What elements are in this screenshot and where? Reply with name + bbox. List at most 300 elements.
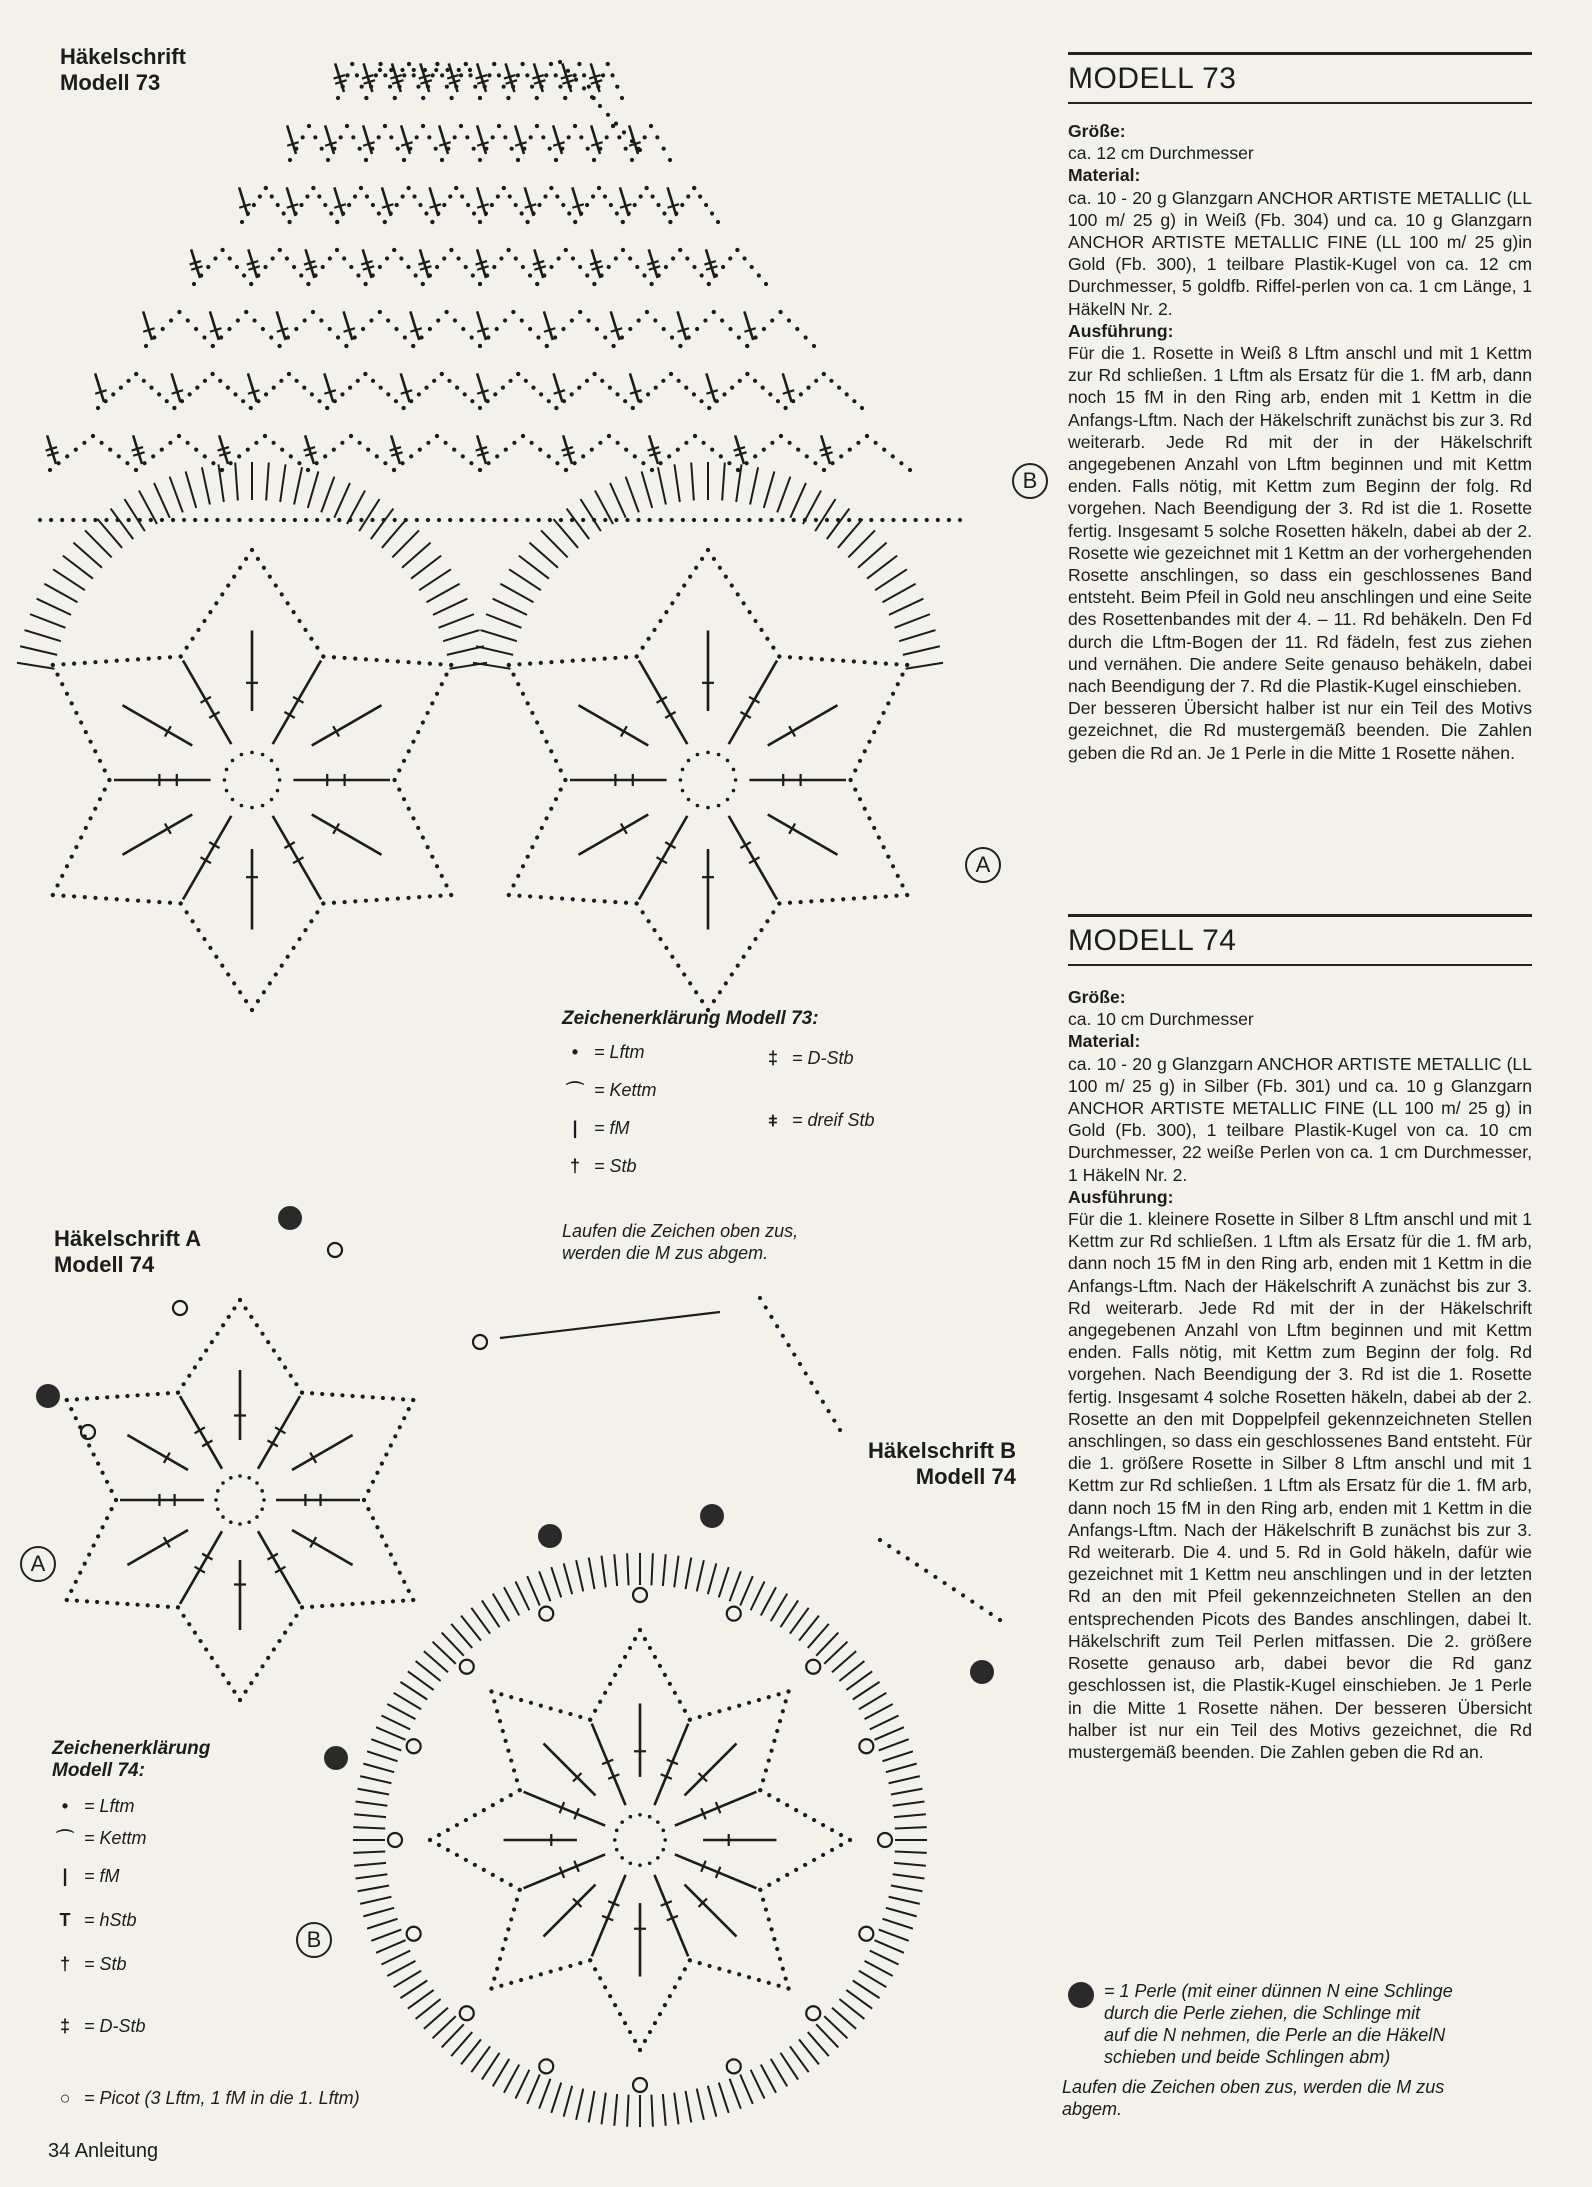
chain-stitch <box>652 628 656 632</box>
picot-marker <box>539 2059 553 2073</box>
chain-stitch <box>398 1571 402 1575</box>
chain-stitch <box>249 1315 253 1319</box>
chain-stitch <box>663 2003 667 2007</box>
stitch-symbol <box>708 2086 717 2117</box>
chain-stitch <box>730 386 734 390</box>
legend-74-item-label: = Lftm <box>84 1795 135 1816</box>
chain-stitch <box>220 592 224 596</box>
legend-74-item-label: = hStb <box>84 1909 137 1930</box>
chain-stitch <box>459 124 463 128</box>
stitch-symbol <box>894 1814 926 1817</box>
bead-general-note-line1: Laufen die Zeichen oben zus, werden die M zus <box>1062 2077 1445 2097</box>
chain-stitch <box>215 1332 219 1336</box>
chain-stitch <box>891 692 895 696</box>
chain-stitch <box>412 73 416 77</box>
chain-stitch <box>274 972 278 976</box>
chain-stitch <box>765 637 769 641</box>
chain-stitch <box>336 96 340 100</box>
chain-stitch <box>384 1543 388 1547</box>
chain-stitch <box>874 441 878 445</box>
chain-stitch <box>65 454 69 458</box>
picot-marker <box>460 2006 474 2020</box>
chain-stitch <box>614 518 618 522</box>
chain-stitch <box>337 518 341 522</box>
dot-icon: • <box>61 1795 69 1816</box>
chain-stitch <box>777 1692 781 1696</box>
bead-note <box>1104 1980 1534 2068</box>
stitch-symbol <box>367 1751 397 1761</box>
stitch-symbol <box>706 373 715 402</box>
chain-stitch <box>900 672 904 676</box>
chain-stitch <box>809 657 813 661</box>
chain-stitch <box>678 344 682 348</box>
chain-stitch <box>151 454 155 458</box>
chain-stitch <box>591 194 595 198</box>
picot-marker <box>407 1739 421 1753</box>
chain-stitch <box>703 318 707 322</box>
chain-stitch <box>340 441 344 445</box>
chain-stitch <box>543 194 547 198</box>
chain-stitch <box>908 468 912 472</box>
chain-stitch <box>914 518 918 522</box>
picot-marker <box>727 2059 741 2073</box>
chain-stitch <box>214 955 218 959</box>
chain-stitch <box>440 372 444 376</box>
chain-stitch <box>142 379 146 383</box>
chain-stitch <box>427 135 431 139</box>
chain-stitch <box>92 1452 96 1456</box>
stitch-symbol <box>324 373 333 402</box>
chain-stitch <box>453 318 457 322</box>
stitch-symbol <box>678 311 687 340</box>
chain-stitch <box>347 203 351 207</box>
chain-stitch <box>549 660 553 664</box>
chain-stitch <box>231 759 235 763</box>
chain-stitch <box>521 434 525 438</box>
chain-stitch <box>375 454 379 458</box>
chain-stitch <box>814 518 818 522</box>
chain-stitch <box>417 392 421 396</box>
chain-stitch <box>238 990 242 994</box>
chain-stitch <box>421 124 425 128</box>
stitch-symbol <box>426 584 459 603</box>
chain-stitch <box>287 372 291 376</box>
chain-stitch <box>585 379 589 383</box>
chain-stitch <box>389 68 393 72</box>
chain-stitch <box>658 937 662 941</box>
chain-stitch <box>380 1534 384 1538</box>
chain-stitch <box>297 937 301 941</box>
chain-stitch <box>894 662 898 666</box>
chain-stitch <box>561 203 565 207</box>
chain-stitch <box>570 392 574 396</box>
stitch-symbol <box>790 1608 809 1634</box>
chain-stitch <box>540 826 544 830</box>
chain-stitch <box>848 1838 852 1842</box>
chain-stitch <box>444 672 448 676</box>
chain-stitch <box>294 1382 298 1386</box>
chain-stitch <box>673 1691 677 1695</box>
chain-stitch <box>202 619 206 623</box>
chain-stitch <box>156 1392 160 1396</box>
chain-stitch <box>512 441 516 445</box>
stitch-symbol <box>180 1396 222 1469</box>
stitch-symbol <box>387 1704 415 1719</box>
chain-stitch <box>593 1967 597 1971</box>
chain-stitch <box>198 1639 202 1643</box>
chain-stitch <box>203 379 207 383</box>
stitch-symbol <box>539 2079 550 2109</box>
chain-stitch <box>277 1639 281 1643</box>
chain-stitch <box>664 946 668 950</box>
chain-stitch <box>638 2048 642 2052</box>
chain-stitch <box>837 386 841 390</box>
chain-stitch <box>261 753 265 757</box>
chain-stitch <box>125 461 129 465</box>
chain-stitch <box>215 1664 219 1668</box>
chain-stitch <box>138 518 142 522</box>
chain-stitch <box>383 461 387 465</box>
chain-stitch <box>261 804 265 808</box>
chain-stitch <box>799 900 803 904</box>
chain-stitch <box>238 1522 242 1526</box>
chain-stitch <box>87 1552 91 1556</box>
chain-stitch <box>350 1602 354 1606</box>
chain-stitch <box>724 981 728 985</box>
chain-stitch <box>775 1947 779 1951</box>
chain-stitch <box>581 454 585 458</box>
chain-stitch <box>838 1428 842 1432</box>
chain-stitch <box>255 1673 259 1677</box>
chain-stitch <box>482 1808 486 1812</box>
chain-stitch <box>662 147 666 151</box>
chain-stitch <box>877 720 881 724</box>
stitch-symbol <box>874 1940 903 1953</box>
chain-stitch <box>515 1898 519 1902</box>
stitch-symbol <box>751 2070 765 2099</box>
chain-stitch <box>206 265 210 269</box>
stitch-symbol <box>846 1671 872 1690</box>
chain-stitch <box>845 392 849 396</box>
chain-stitch <box>579 135 583 139</box>
chain-stitch <box>530 845 534 849</box>
chain-stitch <box>495 1709 499 1713</box>
chain-stitch <box>736 592 740 596</box>
chain-stitch <box>806 386 810 390</box>
chain-stitch <box>280 964 284 968</box>
chain-stitch <box>55 883 59 887</box>
stitch-symbol <box>799 2039 819 2064</box>
chain-stitch <box>440 73 444 77</box>
chain-stitch <box>93 660 97 664</box>
chain-stitch <box>380 1462 384 1466</box>
chain-stitch <box>343 900 347 904</box>
chain-stitch <box>100 1525 104 1529</box>
chain-stitch <box>104 896 108 900</box>
chain-stitch <box>194 448 198 452</box>
chain-stitch <box>401 194 405 198</box>
chain-stitch <box>177 434 181 438</box>
chain-stitch <box>539 1704 543 1708</box>
chain-stitch <box>266 1340 270 1344</box>
stitch-symbol <box>183 660 231 744</box>
picot-marker <box>388 1833 402 1847</box>
chain-stitch <box>402 759 406 763</box>
chain-stitch <box>623 1655 627 1659</box>
chain-stitch <box>350 1394 354 1398</box>
chain-stitch <box>136 657 140 661</box>
chain-stitch <box>69 1589 73 1593</box>
chain-stitch <box>51 893 55 897</box>
chain-stitch <box>321 654 325 658</box>
chain-stitch <box>831 461 835 465</box>
stitch-symbol <box>367 1919 397 1929</box>
chain-stitch <box>79 835 83 839</box>
chain-stitch <box>497 124 501 128</box>
chain-stitch <box>272 441 276 445</box>
chain-stitch <box>503 135 507 139</box>
chain-stitch <box>260 1507 264 1511</box>
chain-stitch <box>785 1873 789 1877</box>
stitch-symbol <box>477 311 486 340</box>
chain-stitch <box>821 1853 825 1857</box>
chain-stitch <box>608 1682 612 1686</box>
chain-stitch <box>188 392 192 396</box>
chain-stitch <box>303 628 307 632</box>
chain-stitch <box>185 910 189 914</box>
chain-stitch <box>813 461 817 465</box>
chain-stitch <box>375 1525 379 1529</box>
chain-stitch <box>558 1967 562 1971</box>
chain-stitch <box>182 518 186 522</box>
chain-stitch <box>902 518 906 522</box>
chain-stitch <box>233 392 237 396</box>
chain-stitch <box>830 658 834 662</box>
chain-stitch <box>215 518 219 522</box>
chain-stitch <box>510 147 514 151</box>
chain-stitch <box>501 1729 505 1733</box>
diagram-74b-title-line1: Häkelschrift B <box>868 1438 1016 1463</box>
chain-stitch <box>661 379 665 383</box>
chain-stitch <box>370 518 374 522</box>
chain-stitch <box>670 518 674 522</box>
chain-stitch <box>631 406 635 410</box>
chain-stitch <box>753 454 757 458</box>
chain-stitch <box>389 1552 393 1556</box>
chain-stitch <box>489 1986 493 1990</box>
chain-stitch <box>499 256 503 260</box>
chain-stitch <box>539 1972 543 1976</box>
chain-stitch <box>115 518 119 522</box>
chain-stitch <box>402 797 406 801</box>
chain-stitch <box>65 864 69 868</box>
stitch-symbol <box>853 1682 880 1700</box>
chain-stitch <box>393 96 397 100</box>
chain-stitch <box>676 592 680 596</box>
stitch-symbol <box>895 614 930 628</box>
chain-stitch <box>496 194 500 198</box>
chain-stitch <box>880 518 884 522</box>
chain-stitch <box>157 656 161 660</box>
chain-stitch <box>407 1407 411 1411</box>
chain-stitch <box>421 282 425 286</box>
chain-stitch <box>530 85 534 89</box>
chain-stitch <box>732 789 736 793</box>
chain-stitch <box>548 518 552 522</box>
chain-stitch <box>730 583 734 587</box>
chain-stitch <box>688 575 692 579</box>
chain-stitch <box>79 720 83 724</box>
chain-stitch <box>635 901 639 905</box>
stitch-symbol <box>493 2059 509 2086</box>
stitch-symbol <box>387 1961 415 1976</box>
chain-stitch <box>799 392 803 396</box>
chain-stitch <box>291 610 295 614</box>
chain-stitch <box>430 701 434 705</box>
chain-stitch <box>424 386 428 390</box>
chain-stitch <box>656 1856 660 1860</box>
chain-stitch <box>401 1397 405 1401</box>
legend-73-item-label: = Stb <box>594 1155 637 1176</box>
chain-stitch <box>115 1395 119 1399</box>
chain-stitch <box>605 135 609 139</box>
chain-stitch <box>559 518 563 522</box>
chain-stitch <box>643 1637 647 1641</box>
stitch-symbol <box>815 499 835 531</box>
chain-stitch <box>528 894 532 898</box>
chain-stitch <box>646 637 650 641</box>
chain-stitch <box>742 955 746 959</box>
chain-stitch <box>176 1605 180 1609</box>
stitch-symbol <box>381 1715 410 1729</box>
chain-stitch <box>244 310 248 314</box>
chain-stitch <box>521 864 525 868</box>
chain-stitch <box>258 194 262 198</box>
chain-stitch <box>777 901 781 905</box>
stitch-symbol <box>439 614 474 628</box>
chain-stitch <box>83 661 87 665</box>
chain-stitch <box>218 379 222 383</box>
chain-stitch <box>734 778 738 782</box>
chain-stitch <box>595 327 599 331</box>
chain-stitch <box>573 73 577 77</box>
legend-74-item-stb <box>52 1948 360 1980</box>
stitch-symbol <box>740 1576 753 1605</box>
chain-stitch <box>547 399 551 403</box>
chain-stitch <box>761 1898 765 1902</box>
chain-stitch <box>933 1575 937 1579</box>
chain-stitch <box>952 1587 956 1591</box>
chain-stitch <box>404 518 408 522</box>
stitch-symbol <box>846 1990 872 2009</box>
chain-stitch <box>712 557 716 561</box>
chain-stitch <box>400 68 404 72</box>
chain-stitch <box>581 518 585 522</box>
chain-stitch <box>650 282 654 286</box>
stitch-symbol <box>410 311 419 340</box>
bead-note-line1: = 1 Perle (mit einer dünnen N eine Schlinge <box>1104 1981 1453 2001</box>
chain-stitch <box>529 1701 533 1705</box>
chain-stitch <box>437 1833 441 1837</box>
chain-stitch <box>606 113 610 117</box>
chain-stitch <box>240 220 244 224</box>
chain-stitch <box>98 759 102 763</box>
chain-stitch <box>820 657 824 661</box>
modell-73-size-label: Größe: <box>1068 121 1126 141</box>
chain-stitch <box>615 1848 619 1852</box>
chain-stitch <box>758 1888 762 1892</box>
chain-stitch <box>718 566 722 570</box>
chain-stitch <box>592 657 596 661</box>
chain-stitch <box>707 1964 711 1968</box>
chain-stitch <box>60 874 64 878</box>
chain-stitch <box>489 1689 493 1693</box>
chain-stitch <box>853 768 857 772</box>
legend-74-item-hstb <box>52 1904 360 1936</box>
picot-marker <box>328 1243 342 1257</box>
chain-stitch <box>586 318 590 322</box>
chain-stitch <box>767 1981 771 1985</box>
chain-stitch <box>517 894 521 898</box>
chain-stitch <box>633 454 637 458</box>
chain-stitch <box>378 68 382 72</box>
chain-stitch <box>592 899 596 903</box>
chain-stitch <box>853 787 857 791</box>
chain-stitch <box>195 386 199 390</box>
chain-stitch <box>74 711 78 715</box>
chain-stitch <box>623 2021 627 2025</box>
chain-stitch <box>454 186 458 190</box>
legend-73-item-stb <box>562 1150 657 1182</box>
chain-stitch <box>406 660 410 664</box>
chain-stitch <box>585 273 589 277</box>
chain-stitch <box>381 1396 385 1400</box>
chain-stitch <box>146 1393 150 1397</box>
chain-stitch <box>332 448 336 452</box>
joining-arrow <box>500 1312 720 1338</box>
chain-stitch <box>564 248 568 252</box>
chain-stitch <box>787 318 791 322</box>
chain-stitch <box>409 454 413 458</box>
chain-stitch <box>779 434 783 438</box>
chain-stitch <box>633 203 637 207</box>
chain-stitch <box>364 899 368 903</box>
stitch-symbol <box>451 1624 472 1648</box>
chain-stitch <box>436 318 440 322</box>
chain-stitch <box>473 1863 477 1867</box>
chain-stitch <box>865 434 869 438</box>
chain-stitch <box>392 248 396 252</box>
chain-stitch <box>958 518 962 522</box>
chain-stitch <box>221 248 225 252</box>
chain-stitch <box>858 518 862 522</box>
chain-stitch <box>172 406 176 410</box>
chain-stitch <box>335 220 339 224</box>
modell-74-text <box>1068 986 1532 1763</box>
chain-stitch <box>340 1603 344 1607</box>
chain-stitch <box>936 518 940 522</box>
stitch-symbol <box>832 1651 856 1672</box>
chain-stitch <box>411 1598 415 1602</box>
stitch-symbol <box>515 2070 529 2099</box>
chain-stitch <box>232 1306 236 1310</box>
chain-stitch <box>796 448 800 452</box>
stitch-symbol <box>642 471 653 507</box>
chain-stitch <box>465 135 469 139</box>
stitch-symbol <box>471 1608 490 1634</box>
chain-stitch <box>353 657 357 661</box>
chain-stitch <box>388 85 392 89</box>
